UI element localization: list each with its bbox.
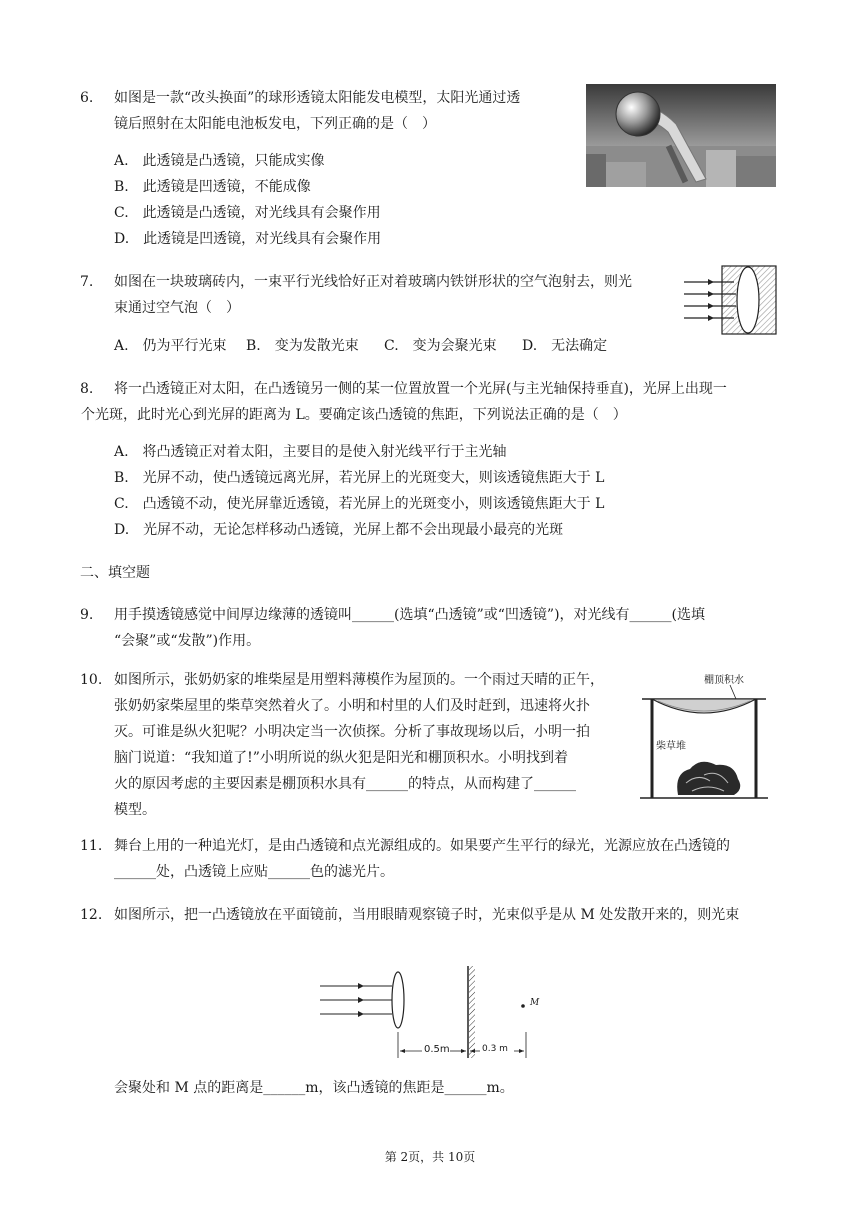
q8-option-c: C. 凸透镜不动，使光屏靠近透镜，若光屏上的光斑变小，则该透镜焦距大于 L (114, 496, 605, 512)
q12-fig-distance-lens-mirror: 0.5m (424, 1044, 450, 1055)
q9-line1: 用手摸透镜感觉中间厚边缘薄的透镜叫______(选填“凸透镜”或“凹透镜”)，对光线有______(选填 (114, 607, 706, 623)
q7-stem-line1: 如图在一块玻璃砖内，一束平行光线恰好正对着玻璃内铁饼形状的空气泡射去，则光 (114, 274, 632, 290)
q12-line2: 会聚处和 M 点的距离是______m，该凸透镜的焦距是______m。 (114, 1080, 514, 1096)
q6-stem-line1: 如图是一款“改头换面”的球形透镜太阳能发电模型，太阳光通过透 (114, 90, 521, 106)
q10-line5: 火的原因考虑的主要因素是棚顶积水具有______的特点，从而构建了______ (114, 776, 576, 792)
q12-line1: 如图所示，把一凸透镜放在平面镜前，当用眼睛观察镜子时，光束似乎是从 M 处发散开来的，则光束 (114, 907, 740, 923)
q10-line1: 如图所示，张奶奶家的堆柴屋是用塑料薄模作为屋顶的。一个雨过天晴的正午， (114, 672, 604, 688)
q12-lens-mirror-figure (318, 962, 548, 1066)
q7-stem-line2: 束通过空气泡（ ） (114, 300, 240, 316)
q12-number: 12. (80, 907, 103, 923)
q11-line1: 舞台上用的一种追光灯，是由凸透镜和点光源组成的。如果要产生平行的绿光，光源应放在凸透镜的 (114, 838, 730, 854)
q6-option-d: D. 此透镜是凹透镜，对光线具有会聚作用 (114, 231, 382, 247)
q11-number: 11. (80, 838, 103, 854)
q9-number: 9. (80, 607, 94, 623)
q7-glass-brick-figure (684, 262, 780, 338)
q6-number: 6. (80, 90, 94, 106)
q10-number: 10. (80, 672, 103, 688)
q7-number: 7. (80, 274, 94, 290)
q7-option-d: D. 无法确定 (522, 338, 608, 354)
q8-option-a: A. 将凸透镜正对着太阳，主要目的是使入射光线平行于主光轴 (114, 444, 507, 460)
q8-option-d: D. 光屏不动，无论怎样移动凸透镜，光屏上都不会出现最小最亮的光斑 (114, 522, 564, 538)
q8-option-b: B. 光屏不动，使凸透镜远离光屏，若光屏上的光斑变大，则该透镜焦距大于 L (114, 470, 605, 486)
q10-line6: 模型。 (114, 802, 156, 818)
q6-option-a: A. 此透镜是凸透镜，只能成实像 (114, 153, 325, 169)
q7-option-a: A. 仍为平行光束 (114, 338, 227, 354)
q6-option-c: C. 此透镜是凸透镜，对光线具有会聚作用 (114, 205, 381, 221)
q8-stem-line1: 将一凸透镜正对太阳，在凸透镜另一侧的某一位置放置一个光屏(与主光轴保持垂直)，光屏上出现一 (114, 381, 727, 397)
q11-line2: ______处，凸透镜上应贴______色的滤光片。 (114, 864, 394, 880)
q6-option-b: B. 此透镜是凹透镜，不能成像 (114, 179, 311, 195)
q10-fig-label-straw-pile: 柴草堆 (656, 741, 686, 752)
q9-line2: “会聚”或“发散”)作用。 (114, 633, 261, 649)
q10-fig-label-roof-water: 棚顶积水 (704, 675, 744, 686)
q10-line3: 灭。可谁是纵火犯呢？小明决定当一次侦探。分析了事故现场以后，小明一拍 (114, 724, 590, 740)
q10-line2: 张奶奶家柴屋里的柴草突然着火了。小明和村里的人们及时赶到，迅速将火扑 (114, 698, 590, 714)
q7-option-c: C. 变为会聚光束 (384, 338, 497, 354)
q12-fig-label-m: M (530, 998, 540, 1008)
section-heading-fill-blank: 二、填空题 (80, 565, 150, 581)
q10-shed-figure (638, 665, 770, 801)
q8-number: 8. (80, 381, 94, 397)
q6-solar-lens-photo (586, 84, 776, 187)
q7-option-b: B. 变为发散光束 (246, 338, 359, 354)
q6-stem-line2: 镜后照射在太阳能电池板发电，下列正确的是（ ） (114, 116, 436, 132)
page-footer: 第 2页，共 10页 (384, 1150, 476, 1164)
q8-stem-line2: 个光斑，此时光心到光屏的距离为 L。要确定该凸透镜的焦距，下列说法正确的是（ ） (81, 407, 627, 423)
q12-fig-distance-mirror-m: 0.3 m (482, 1044, 508, 1054)
q10-line4: 脑门说道：“我知道了!”小明所说的纵火犯是阳光和棚顶积水。小明找到着 (114, 750, 568, 766)
